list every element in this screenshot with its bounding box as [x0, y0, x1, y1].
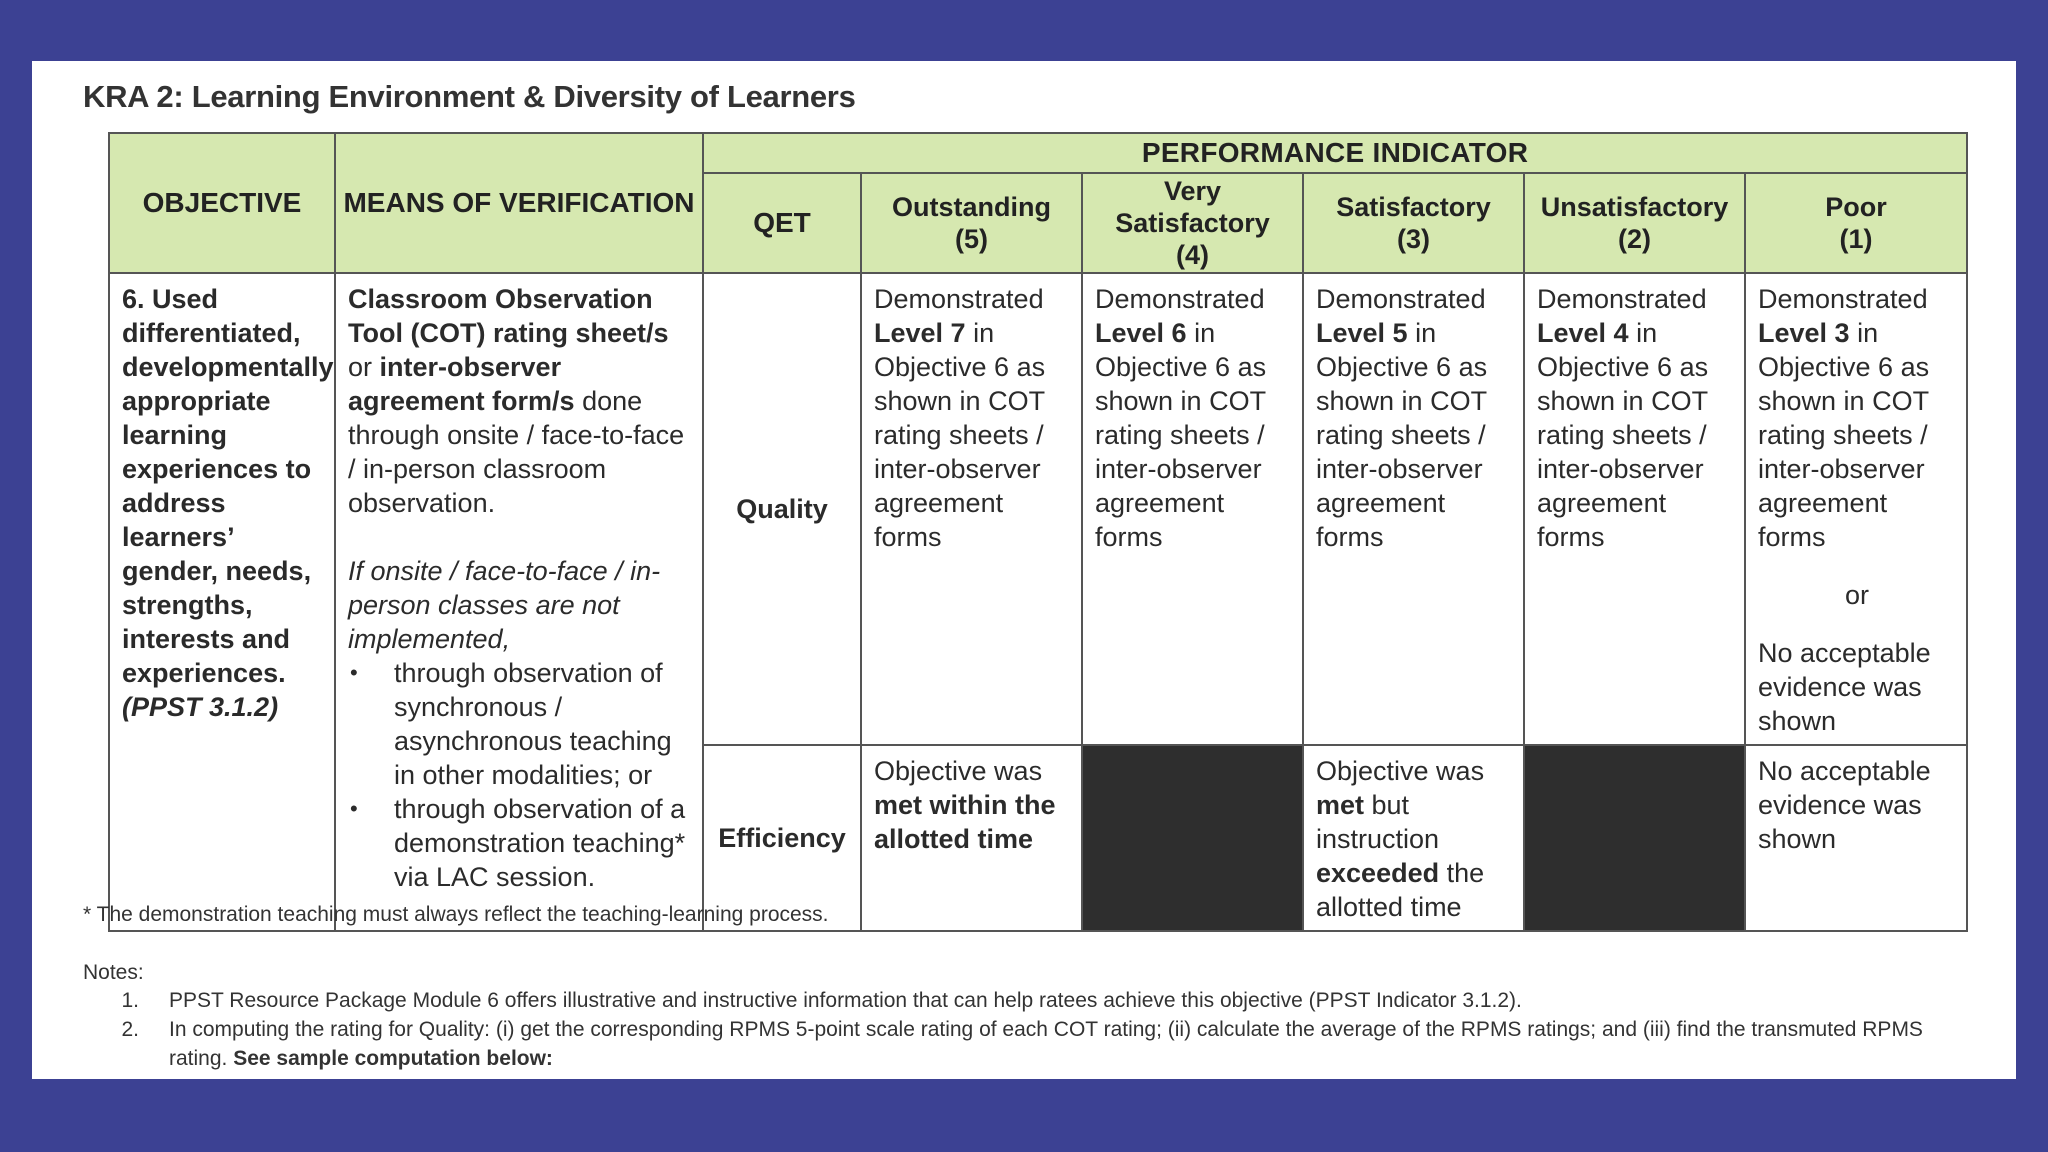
rating-header-poor [1745, 173, 1967, 273]
rating-score: (3) [1397, 224, 1430, 254]
quality-very-satisfactory-cell [1082, 273, 1303, 745]
quality-row [109, 273, 1967, 745]
note-text: In computing the rating for Quality: (i) get the corresponding RPMS 5-point scale rating of each COT rating; (ii) calculate the average of the RPMS ratings; and (iii) find the transmuted RPMS rating. [169, 1018, 1923, 1070]
poor-or-text: or [1845, 580, 1870, 610]
cell-bold: exceeded [1316, 858, 1440, 888]
cell-pre: Demonstrated [874, 284, 1044, 314]
cell-pre: Objective was [1316, 756, 1485, 786]
efficiency-satisfactory-cell [1303, 745, 1524, 931]
note-bold-text: See sample computation below: [233, 1047, 553, 1070]
means-bullet: • through observation of synchronous / asynchronous teaching in other modalities; or [348, 656, 692, 792]
objective-text: 6. Used differentiated, developmentally appropriate learning experiences to address learners’ gender, needs, strengths, interests and experiences. [122, 284, 334, 688]
rating-header-satisfactory [1303, 173, 1524, 273]
poor-extra-text: No acceptable evidence was shown [1758, 638, 1931, 736]
cell-pre: Demonstrated [1758, 284, 1928, 314]
objective-reference: (PPST 3.1.2) [122, 692, 279, 722]
rating-score: (5) [955, 224, 988, 254]
rating-header-outstanding [861, 173, 1082, 273]
efficiency-poor-cell [1745, 745, 1967, 931]
cell-level: Level 7 [874, 318, 966, 348]
quality-poor-cell [1745, 273, 1967, 745]
footnote: * The demonstration teaching must always reflect the teaching-learning process. [83, 903, 829, 926]
means-primary [348, 282, 692, 520]
efficiency-unsatisfactory-shaded [1524, 745, 1745, 931]
means-of-verification-cell [335, 273, 703, 931]
cell-level: Level 5 [1316, 318, 1408, 348]
rating-score: (4) [1176, 240, 1209, 270]
rating-label: Satisfactory [1336, 192, 1491, 222]
quality-satisfactory-cell [1303, 273, 1524, 745]
cell-pre: Demonstrated [1316, 284, 1486, 314]
header-row-1 [109, 133, 1967, 173]
note-number: 1. [121, 989, 139, 1012]
cell-post: in Objective 6 as shown in COT rating sheets / inter-observer agreement forms [874, 318, 1046, 552]
note-number: 2. [121, 1018, 139, 1041]
efficiency-very-satisfactory-shaded [1082, 745, 1303, 931]
cell-level: Level 3 [1758, 318, 1850, 348]
objective-cell [109, 273, 335, 931]
cell-post: in Objective 6 as shown in COT rating sheets / inter-observer agreement forms [1316, 318, 1488, 552]
cell-post: in Objective 6 as shown in COT rating sheets / inter-observer agreement forms [1537, 318, 1709, 552]
performance-indicator-header: PERFORMANCE INDICATOR [703, 133, 1967, 173]
cell-mid: but instruction [1316, 790, 1440, 854]
efficiency-poor-text: No acceptable evidence was shown [1758, 756, 1931, 854]
means-or: or [348, 352, 380, 382]
cell-post: the allotted time [1316, 858, 1485, 922]
means-conditional: If onsite / face-to-face / in-person classes are not implemented, [348, 556, 661, 654]
rating-label: Outstanding [892, 192, 1051, 222]
qet-header: QET [703, 173, 861, 273]
cell-bold: met within the allotted time [874, 790, 1056, 854]
cell-post: in Objective 6 as shown in COT rating sheets / inter-observer agreement forms [1095, 318, 1267, 552]
cell-post: in Objective 6 as shown in COT rating sheets / inter-observer agreement forms [1758, 318, 1930, 552]
means-bullet-list [348, 656, 692, 894]
cell-level: Level 4 [1537, 318, 1629, 348]
rating-score: (2) [1618, 224, 1651, 254]
page-title: KRA 2: Learning Environment & Diversity of Learners [83, 79, 856, 114]
means-header: MEANS OF VERIFICATION [335, 133, 703, 273]
rating-label: Unsatisfactory [1540, 192, 1729, 222]
cell-pre: Demonstrated [1095, 284, 1265, 314]
efficiency-outstanding-cell [861, 745, 1082, 931]
note-item [83, 986, 1973, 1015]
document-page [32, 61, 2016, 1079]
cell-pre: Objective was [874, 756, 1043, 786]
quality-unsatisfactory-cell [1524, 273, 1745, 745]
note-text: PPST Resource Package Module 6 offers illustrative and instructive information that can help ratees achieve this objective (PPST Indicator 3.1.2). [169, 989, 1522, 1012]
means-bullet: • through observation of a demonstration teaching* via LAC session. [348, 792, 692, 894]
means-bold-2: inter-observer agreement form/s [348, 352, 575, 416]
rating-header-unsatisfactory [1524, 173, 1745, 273]
notes-label: Notes: [83, 961, 144, 984]
rating-label: Very Satisfactory [1115, 176, 1270, 238]
cell-bold: met [1316, 790, 1365, 820]
note-text-container [169, 1015, 1973, 1073]
means-bold-1: Classroom Observation Tool (COT) rating sheet/s [348, 284, 669, 348]
rubric-table [108, 132, 1968, 932]
means-rest: done through onsite / face-to-face / in-person classroom observation. [348, 386, 685, 518]
note-item [83, 1015, 1973, 1073]
cell-level: Level 6 [1095, 318, 1187, 348]
rating-header-very-satisfactory [1082, 173, 1303, 273]
notes-list [83, 986, 1973, 1073]
cell-pre: Demonstrated [1537, 284, 1707, 314]
quality-outstanding-cell [861, 273, 1082, 745]
qet-efficiency-label: Efficiency [703, 745, 861, 931]
rating-score: (1) [1839, 224, 1873, 254]
objective-header: OBJECTIVE [109, 133, 335, 273]
qet-quality-label: Quality [703, 273, 861, 745]
rating-label: Poor [1825, 192, 1887, 222]
